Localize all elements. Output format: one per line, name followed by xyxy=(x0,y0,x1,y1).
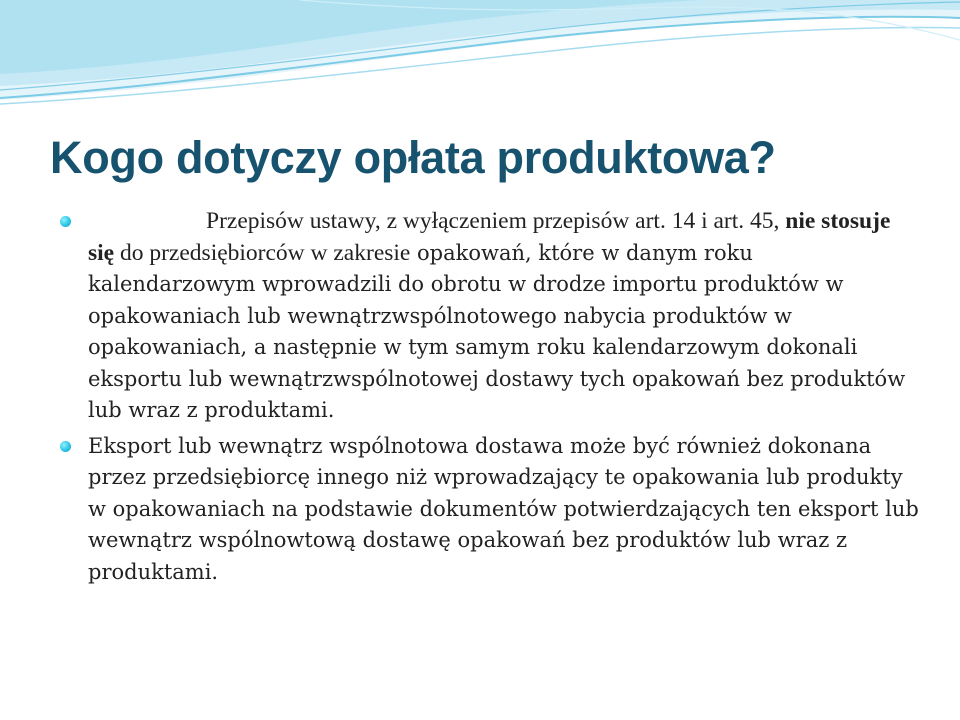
header-wave-decoration xyxy=(0,0,960,120)
bullet1-tail-intro: do przedsiębiorców w zakresie xyxy=(114,239,411,266)
bullet-item-exclusion xyxy=(60,206,920,427)
bullet1-lead: Przepisów ustawy, z wyłączeniem przepisów art. 14 i art. 45, xyxy=(206,208,786,234)
bullet-dot-icon xyxy=(60,441,71,452)
bullet-item-export xyxy=(60,431,920,589)
bullet1-emphasis: nie stosuje się xyxy=(88,208,891,266)
bullet-dot-icon xyxy=(60,216,71,227)
bullet2-text: Eksport lub wewnątrz wspólnotowa dostawa może być również dokonana przez przedsiębiorcę innego niż wprowadzający te opakowania lub produkty w opakowaniach na podstawie dokumentów potwierdzających ten eksport lub wewnątrz wspólnowtową dostawę opakowań bez produktów lub wraz z produktami. xyxy=(88,433,919,584)
bullet-list xyxy=(60,206,920,592)
bullet1-rest: opakowań, które w danym roku kalendarzowym wprowadzili do obrotu w drodze importu produktów w opakowaniach lub wewnątrzwspólnotowego nabycia produktów w opakowaniach, a następnie w tym samym roku kalendarzowym dokonali eksportu lub wewnątrzwspólnotowej dostawy tych opakowań bez produktów lub wraz z produktami. xyxy=(88,240,906,422)
slide-title: Kogo dotyczy opłata produktowa? xyxy=(50,132,776,183)
